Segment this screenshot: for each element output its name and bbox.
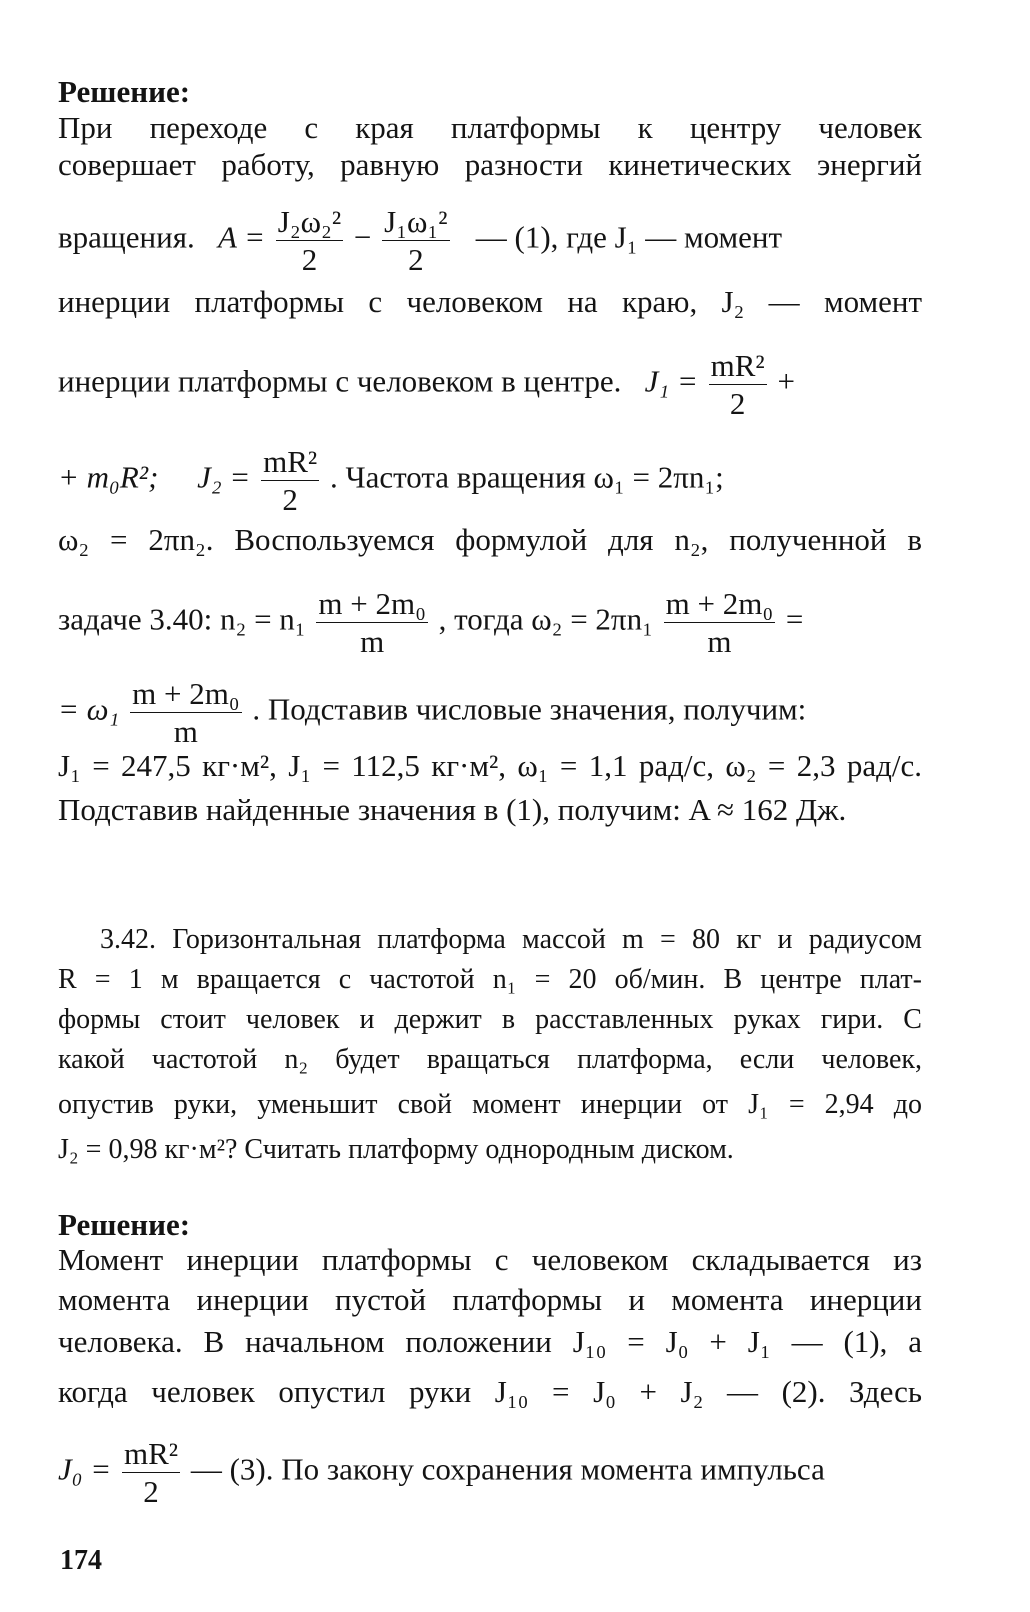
formula-line-w2: = ω₁ $\frac{\text{m + 2m₀}}{m}$ . Подставив числовые значения, получим: — [58, 676, 807, 749]
text-line: ω₂ = 2πn₂. Воспользуемся формулой для n₂, полученной в — [58, 522, 922, 557]
fraction: $\frac{\text{m + 2m₀}}{m}$ — [665, 586, 774, 659]
text-line: инерции платформы с человеком на краю, J₂ — момент — [58, 284, 922, 319]
fraction: $\frac{\text{mR²}}{2}$ — [263, 444, 318, 517]
formula-line-work: вращения. A = $\frac{\text{J₂ω₂²}}{2}$ − $\frac{\text{J₁ω₁²}}{2}$ — (1), где J₁ — момент — [58, 204, 783, 277]
problem-line: какой частотой n₂ будет вращаться платформа, если человек, — [58, 1044, 922, 1075]
text-line: человека. В начальном положении J₁₀ = J₀ + J₁ — (1), а — [58, 1324, 922, 1359]
fraction: $\frac{\text{mR²}}{2}$ — [710, 348, 765, 421]
solution-heading: Решение: — [58, 1207, 191, 1242]
text-line: J₁ = 247,5 кг·м², J₁ = 112,5 кг·м², ω₁ = 1,1 рад/с, ω₂ = 2,3 рад/с. — [58, 748, 922, 783]
fraction: $\frac{\text{J₁ω₁²}}{2}$ — [384, 204, 448, 277]
problem-line: опустив руки, уменьшит свой момент инерции от J₁ = 2,94 до — [58, 1089, 922, 1120]
formula-line-j0: J₀ = $\frac{\text{mR²}}{2}$ — (3). По закону сохранения момента импульса — [58, 1436, 825, 1509]
problem-line: формы стоит человек и держит в расставленных руках гири. С — [58, 1004, 922, 1035]
solution-heading: Решение: — [58, 74, 191, 109]
page-number: 174 — [60, 1545, 102, 1576]
formula-line-n2: задаче 3.40: n₂ = n₁ $\frac{\text{m + 2m₀}}{m}$ , тогда ω₂ = 2πn₁ $\frac{\text{m + 2m₀}}{m}$ = — [58, 586, 804, 659]
formula-line-j2: + m₀R²; J₂ = $\frac{\text{mR²}}{2}$ . Частота вращения ω₁ = 2πn₁; — [58, 444, 724, 517]
fraction: $\frac{\text{mR²}}{2}$ — [123, 1436, 179, 1509]
problem-line: J₂ = 0,98 кг·м²? Считать платформу однородным диском. — [58, 1134, 734, 1165]
text-line: когда человек опустил руки J₁₀ = J₀ + J₂ — (2). Здесь — [58, 1374, 922, 1409]
formula-line-j1: инерции платформы с человеком в центре. J₁ = $\frac{\text{mR²}}{2}$ + — [58, 348, 795, 421]
problem-line: R = 1 м вращается с частотой n₁ = 20 об/мин. В центре плат- — [58, 964, 922, 995]
text-line: Момент инерции платформы с человеком складывается из — [58, 1242, 922, 1277]
formula-lhs: A = — [217, 219, 266, 255]
text-line: Подставив найденные значения в (1), получим: A ≈ 162 Дж. — [58, 792, 847, 827]
problem-line: 3.42. Горизонтальная платформа массой m = 80 кг и радиусом — [100, 924, 922, 955]
text-line: При переходе с края платформы к центру человек — [58, 110, 922, 145]
fraction: $\frac{\text{m + 2m₀}}{m}$ — [318, 586, 426, 659]
fraction: $\frac{\text{J₂ω₂²}}{2}$ — [277, 204, 342, 277]
fraction: $\frac{\text{m + 2m₀}}{m}$ — [132, 676, 240, 749]
text-line: момента инерции пустой платформы и момента инерции — [58, 1282, 922, 1317]
text-line: совершает работу, равную разности кинетических энергий — [58, 147, 922, 182]
